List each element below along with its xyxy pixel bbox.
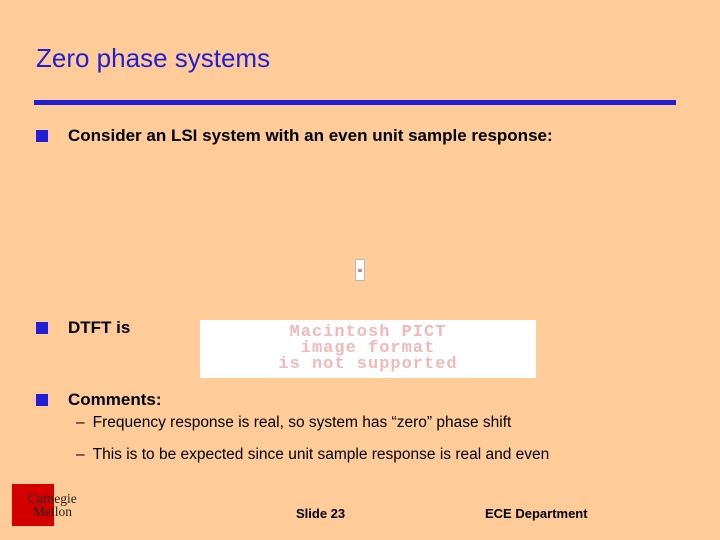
logo-line: Mellon bbox=[33, 504, 72, 519]
unsupported-pict-image bbox=[200, 320, 536, 378]
square-bullet-icon bbox=[36, 322, 48, 334]
dash-bullet: – bbox=[76, 446, 85, 463]
sub-bullet-text: Frequency response is real, so system has “zero” phase shift bbox=[92, 414, 512, 431]
pict-line: Macintosh PICT bbox=[289, 323, 447, 342]
bullet-item bbox=[36, 318, 130, 338]
sub-bullet-item bbox=[76, 414, 511, 432]
equation-image bbox=[355, 259, 365, 281]
pict-line: is not supported bbox=[278, 355, 458, 374]
square-bullet-icon bbox=[36, 394, 48, 406]
pict-line: image format bbox=[300, 339, 436, 358]
slide-title: Zero phase systems bbox=[36, 43, 271, 73]
dash-bullet: – bbox=[76, 414, 85, 431]
bullet-text: DTFT is bbox=[68, 318, 131, 337]
title-divider bbox=[34, 100, 676, 105]
sub-bullet-item bbox=[76, 446, 549, 464]
square-bullet-icon bbox=[36, 130, 48, 142]
sub-bullet-text: This is to be expected since unit sample response is real and even bbox=[92, 446, 550, 463]
bullet-item bbox=[36, 390, 162, 410]
bullet-text: Consider an LSI system with an even unit sample response: bbox=[68, 126, 553, 145]
bullet-item bbox=[36, 126, 553, 146]
cmu-logo-text bbox=[28, 492, 77, 518]
department-label: ECE Department bbox=[485, 506, 588, 521]
bullet-text: Comments: bbox=[68, 390, 162, 409]
slide-number: Slide 23 bbox=[296, 506, 346, 521]
logo-line: Carnegie bbox=[28, 491, 77, 506]
